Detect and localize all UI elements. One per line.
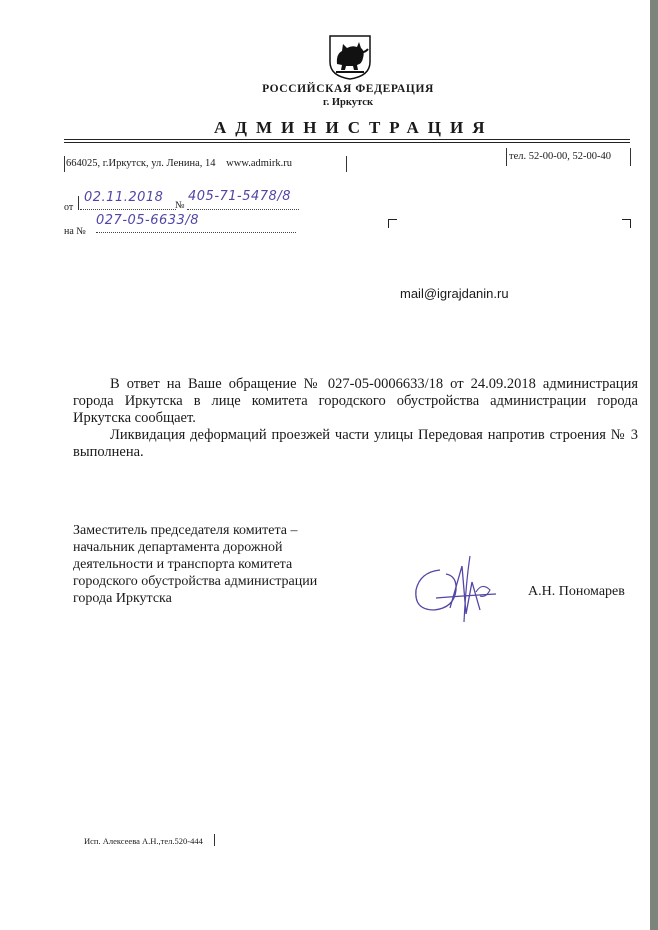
executor-note: Исп. Алексеева А.Н.,тел.520-444	[84, 836, 203, 846]
signatory-position	[73, 522, 317, 607]
organization-title: АДМИНИСТРАЦИЯ	[214, 118, 494, 137]
date-value: 02.11.2018	[84, 190, 164, 205]
date-prefix: от	[64, 202, 74, 213]
executor-bracket	[214, 834, 215, 846]
position-line: начальник департамента дорожной	[73, 540, 283, 555]
position-line: города Иркутска	[73, 591, 172, 606]
country-name: РОССИЙСКАЯ ФЕДЕРАЦИЯ	[262, 83, 434, 95]
number-prefix: №	[175, 200, 185, 211]
address-bracket-right	[346, 156, 347, 172]
letter-paragraph-1: В ответ на Ваше обращение № 027-05-0006633/18 от 24.09.2018 администрация города Иркутска в лице комитета городского обустройства администрации города Иркутска сообщает.	[73, 376, 638, 426]
handwritten-signature-icon	[410, 552, 510, 624]
phone-bracket-right	[630, 148, 631, 166]
postal-address: 664025, г.Иркутск, ул. Ленина, 14	[66, 158, 216, 169]
number-field-line	[187, 209, 299, 210]
recipient-email: mail@igrajdanin.ru	[400, 286, 509, 301]
phone: тел. 52-00-00, 52-00-40	[509, 151, 611, 162]
website: www.admirk.ru	[226, 158, 292, 169]
header-rule-top	[64, 139, 630, 140]
letter-paragraph-2: Ликвидация деформаций проезжей части улицы Передовая напротив строения № 3 выполнена.	[73, 427, 638, 460]
position-line: деятельности и транспорта комитета	[73, 557, 293, 572]
address-corner-left	[388, 219, 397, 228]
number-value: 405-71-5478/8	[188, 189, 291, 204]
address-corner-right	[622, 219, 631, 228]
reference-prefix: на №	[64, 226, 86, 237]
position-line: городского обустройства администрации	[73, 574, 318, 589]
date-bracket	[78, 196, 79, 210]
reference-field-line	[96, 232, 296, 233]
date-field-line	[80, 209, 176, 210]
irkutsk-coat-of-arms-icon	[328, 34, 372, 80]
address-bracket-left	[64, 156, 65, 172]
address-line	[66, 158, 292, 169]
signatory-name: А.Н. Пономарев	[528, 584, 625, 599]
scan-edge	[650, 0, 658, 930]
position-line: Заместитель председателя комитета –	[73, 523, 298, 538]
phone-bracket-left	[506, 148, 507, 166]
city-name: г. Иркутск	[323, 97, 373, 108]
header-rule-bottom	[64, 142, 630, 143]
reference-value: 027-05-6633/8	[96, 213, 199, 228]
